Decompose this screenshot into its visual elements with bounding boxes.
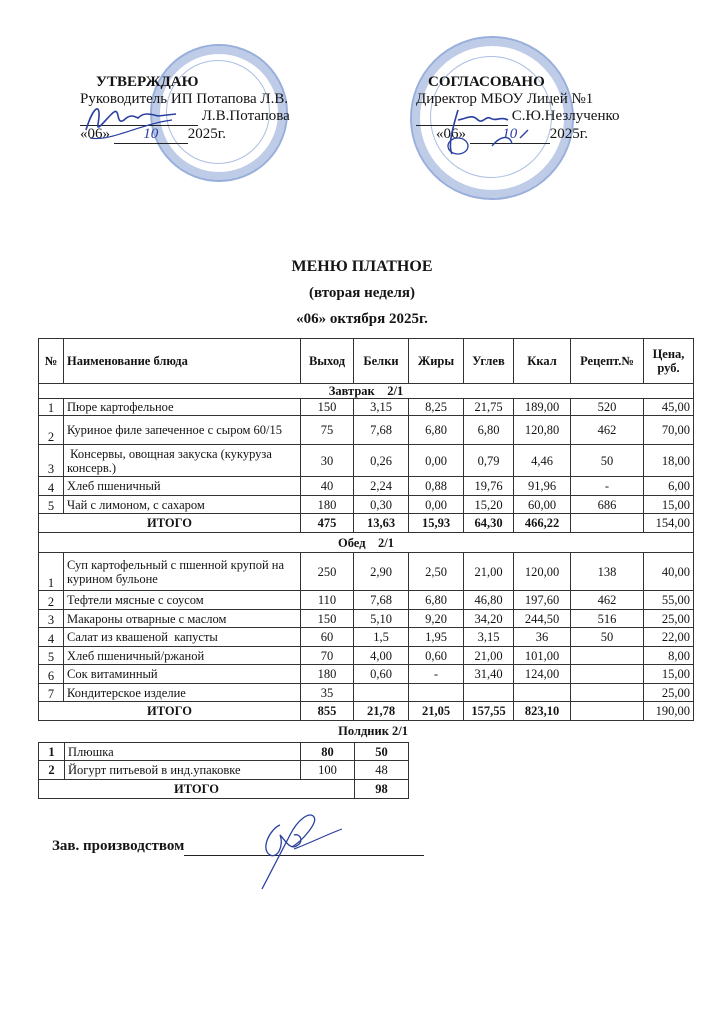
cell-kcal: 101,00 xyxy=(514,647,571,665)
total-row-breakfast xyxy=(39,514,694,533)
cell-yield: 250 xyxy=(301,553,354,591)
cell-recipe: 50 xyxy=(571,628,644,647)
cell-kcal: 120,80 xyxy=(514,416,571,445)
cell-no: 6 xyxy=(39,665,64,684)
agree-date-year: 2025г. xyxy=(549,126,588,142)
cell-carbs: 21,00 xyxy=(464,647,514,665)
section-lunch xyxy=(39,533,694,553)
total-fat: 21,05 xyxy=(409,702,464,721)
cell-fat: 0,88 xyxy=(409,477,464,496)
total-label: ИТОГО xyxy=(39,514,301,533)
approve-position: Руководитель ИП Потапова Л.В. xyxy=(80,91,289,107)
cell-no: 3 xyxy=(39,445,64,477)
cell-price: 15,00 xyxy=(644,496,694,514)
cell-carbs: 3,15 xyxy=(464,628,514,647)
table-row xyxy=(39,665,694,684)
total-yield: 855 xyxy=(301,702,354,721)
cell-recipe: 520 xyxy=(571,399,644,416)
cell-kcal: 197,60 xyxy=(514,591,571,610)
cell-recipe: 686 xyxy=(571,496,644,514)
cell-fat: 8,25 xyxy=(409,399,464,416)
cell-kcal: 91,96 xyxy=(514,477,571,496)
cell-name: Макароны отварные с маслом xyxy=(64,610,301,628)
cell-recipe: - xyxy=(571,477,644,496)
cell-price: 8,00 xyxy=(644,647,694,665)
cell-kcal: 4,46 xyxy=(514,445,571,477)
cell-yield: 30 xyxy=(301,445,354,477)
approve-date-year: 2025г. xyxy=(187,126,226,142)
cell-name: Плюшка xyxy=(65,743,301,761)
cell-yield: 150 xyxy=(301,399,354,416)
cell-price: 18,00 xyxy=(644,445,694,477)
cell-carbs: 34,20 xyxy=(464,610,514,628)
cell-yield: 35 xyxy=(301,684,354,702)
agree-date-day: «06» xyxy=(436,126,466,142)
table-row xyxy=(39,553,694,591)
table-row xyxy=(39,628,694,647)
snack-title: Полдник 2/1 xyxy=(338,724,408,738)
footer-signature-icon xyxy=(250,805,350,895)
cell-price: 50 xyxy=(355,743,409,761)
cell-name: Салат из квашеной капусты xyxy=(64,628,301,647)
cell-yield: 110 xyxy=(301,591,354,610)
cell-carbs: 6,80 xyxy=(464,416,514,445)
cell-recipe xyxy=(571,665,644,684)
total-price: 154,00 xyxy=(644,514,694,533)
total-carbs: 157,55 xyxy=(464,702,514,721)
cell-no: 5 xyxy=(39,647,64,665)
cell-protein: 0,60 xyxy=(354,665,409,684)
cell-fat: 9,20 xyxy=(409,610,464,628)
table-row xyxy=(39,477,694,496)
cell-fat: 0,00 xyxy=(409,496,464,514)
total-recipe xyxy=(571,514,644,533)
cell-yield: 180 xyxy=(301,496,354,514)
section-breakfast xyxy=(39,384,694,399)
page-title: МЕНЮ ПЛАТНОЕ xyxy=(291,258,433,275)
cell-price: 25,00 xyxy=(644,610,694,628)
col-header-fat: Жиры xyxy=(409,339,464,384)
cell-kcal: 244,50 xyxy=(514,610,571,628)
total-fat: 15,93 xyxy=(409,514,464,533)
cell-name: Пюре картофельное xyxy=(64,399,301,416)
section-title: Завтрак 2/1 xyxy=(39,384,694,399)
col-header-kcal: Ккал xyxy=(514,339,571,384)
cell-name: Куриное филе запеченное с сыром 60/15 xyxy=(64,416,301,445)
agree-name: С.Ю.Незлученко xyxy=(511,108,620,124)
cell-carbs: 31,40 xyxy=(464,665,514,684)
cell-carbs: 21,75 xyxy=(464,399,514,416)
cell-recipe: 462 xyxy=(571,591,644,610)
table-row xyxy=(39,610,694,628)
cell-yield: 100 xyxy=(301,761,355,780)
cell-no: 5 xyxy=(39,496,64,514)
total-protein: 21,78 xyxy=(354,702,409,721)
agree-position: Директор МБОУ Лицей №1 xyxy=(416,91,594,107)
cell-protein: 7,68 xyxy=(354,416,409,445)
cell-protein: 1,5 xyxy=(354,628,409,647)
page-date: «06» октября 2025г. xyxy=(296,311,428,327)
cell-no: 4 xyxy=(39,628,64,647)
cell-carbs: 19,76 xyxy=(464,477,514,496)
agree-title: СОГЛАСОВАНО xyxy=(428,74,545,90)
cell-recipe xyxy=(571,647,644,665)
table-row xyxy=(39,684,694,702)
col-header-name: Наименование блюда xyxy=(64,339,301,384)
table-row xyxy=(39,743,409,761)
agree-date-month: 10 xyxy=(470,126,550,144)
table-row xyxy=(39,416,694,445)
cell-protein: 2,24 xyxy=(354,477,409,496)
table-row xyxy=(39,496,694,514)
cell-name: Консервы, овощная закуска (кукуруза консерв.) xyxy=(64,445,301,477)
cell-recipe: 462 xyxy=(571,416,644,445)
approve-title: УТВЕРЖДАЮ xyxy=(96,74,199,90)
cell-name: Кондитерское изделие xyxy=(64,684,301,702)
cell-no: 2 xyxy=(39,591,64,610)
cell-price: 40,00 xyxy=(644,553,694,591)
footer-label: Зав. производством xyxy=(52,838,185,854)
cell-price: 48 xyxy=(355,761,409,780)
cell-carbs: 0,79 xyxy=(464,445,514,477)
col-header-carbs: Углев xyxy=(464,339,514,384)
cell-fat: 0,00 xyxy=(409,445,464,477)
cell-name: Суп картофельный с пшенной крупой на курином бульоне xyxy=(64,553,301,591)
cell-name: Йогурт питьевой в инд.упаковке xyxy=(65,761,301,780)
cell-kcal: 60,00 xyxy=(514,496,571,514)
cell-protein: 0,26 xyxy=(354,445,409,477)
menu-table xyxy=(38,338,694,721)
cell-fat: 6,80 xyxy=(409,416,464,445)
cell-price: 45,00 xyxy=(644,399,694,416)
approve-date-month: 10 xyxy=(114,126,188,144)
approve-name: Л.В.Потапова xyxy=(201,108,290,124)
cell-fat xyxy=(409,684,464,702)
cell-yield: 75 xyxy=(301,416,354,445)
cell-no: 3 xyxy=(39,610,64,628)
cell-recipe: 516 xyxy=(571,610,644,628)
cell-protein xyxy=(354,684,409,702)
snack-table xyxy=(38,742,409,799)
cell-fat: 1,95 xyxy=(409,628,464,647)
cell-price: 70,00 xyxy=(644,416,694,445)
cell-fat: 2,50 xyxy=(409,553,464,591)
agree-signature-icon xyxy=(428,100,538,160)
cell-fat: - xyxy=(409,665,464,684)
total-price: 190,00 xyxy=(644,702,694,721)
cell-kcal: 36 xyxy=(514,628,571,647)
total-row-lunch xyxy=(39,702,694,721)
col-header-yield: Выход xyxy=(301,339,354,384)
cell-kcal: 120,00 xyxy=(514,553,571,591)
total-kcal: 466,22 xyxy=(514,514,571,533)
total-kcal: 823,10 xyxy=(514,702,571,721)
table-row xyxy=(39,399,694,416)
table-row xyxy=(39,445,694,477)
cell-yield: 70 xyxy=(301,647,354,665)
total-carbs: 64,30 xyxy=(464,514,514,533)
total-label: ИТОГО xyxy=(39,780,355,799)
cell-protein: 7,68 xyxy=(354,591,409,610)
cell-price: 25,00 xyxy=(644,684,694,702)
footer-signature xyxy=(52,838,424,856)
col-header-no: № xyxy=(39,339,64,384)
cell-price: 55,00 xyxy=(644,591,694,610)
table-header-row xyxy=(39,339,694,384)
cell-no: 1 xyxy=(39,399,64,416)
cell-yield: 150 xyxy=(301,610,354,628)
cell-carbs: 21,00 xyxy=(464,553,514,591)
cell-carbs: 15,20 xyxy=(464,496,514,514)
cell-no: 1 xyxy=(39,743,65,761)
cell-yield: 180 xyxy=(301,665,354,684)
cell-price: 6,00 xyxy=(644,477,694,496)
section-title: Обед 2/1 xyxy=(39,533,694,553)
cell-name: Хлеб пшеничный xyxy=(64,477,301,496)
approve-signature-icon xyxy=(80,94,180,146)
total-label: ИТОГО xyxy=(39,702,301,721)
col-header-price: Цена, руб. xyxy=(644,339,694,384)
total-yield: 475 xyxy=(301,514,354,533)
total-recipe xyxy=(571,702,644,721)
cell-kcal: 124,00 xyxy=(514,665,571,684)
col-header-protein: Белки xyxy=(354,339,409,384)
cell-protein: 0,30 xyxy=(354,496,409,514)
cell-no: 7 xyxy=(39,684,64,702)
cell-yield: 40 xyxy=(301,477,354,496)
cell-no: 1 xyxy=(39,553,64,591)
col-header-recipe: Рецепт.№ xyxy=(571,339,644,384)
table-row xyxy=(39,647,694,665)
cell-protein: 3,15 xyxy=(354,399,409,416)
cell-kcal xyxy=(514,684,571,702)
cell-name: Хлеб пшеничный/ржаной xyxy=(64,647,301,665)
cell-recipe: 138 xyxy=(571,553,644,591)
cell-protein: 4,00 xyxy=(354,647,409,665)
cell-fat: 6,80 xyxy=(409,591,464,610)
approve-date-day: «06» xyxy=(80,126,110,142)
cell-no: 2 xyxy=(39,416,64,445)
cell-no: 4 xyxy=(39,477,64,496)
cell-recipe xyxy=(571,684,644,702)
cell-recipe: 50 xyxy=(571,445,644,477)
cell-yield: 60 xyxy=(301,628,354,647)
total-row-snack xyxy=(39,780,409,799)
total-protein: 13,63 xyxy=(354,514,409,533)
table-row xyxy=(39,761,409,780)
total-price: 98 xyxy=(355,780,409,799)
cell-price: 15,00 xyxy=(644,665,694,684)
cell-kcal: 189,00 xyxy=(514,399,571,416)
cell-protein: 2,90 xyxy=(354,553,409,591)
cell-no: 2 xyxy=(39,761,65,780)
cell-name: Сок витаминный xyxy=(64,665,301,684)
cell-name: Чай с лимоном, с сахаром xyxy=(64,496,301,514)
cell-fat: 0,60 xyxy=(409,647,464,665)
cell-carbs xyxy=(464,684,514,702)
cell-yield: 80 xyxy=(301,743,355,761)
table-row xyxy=(39,591,694,610)
cell-protein: 5,10 xyxy=(354,610,409,628)
cell-price: 22,00 xyxy=(644,628,694,647)
page-subtitle: (вторая неделя) xyxy=(309,285,415,301)
cell-carbs: 46,80 xyxy=(464,591,514,610)
cell-name: Тефтели мясные с соусом xyxy=(64,591,301,610)
